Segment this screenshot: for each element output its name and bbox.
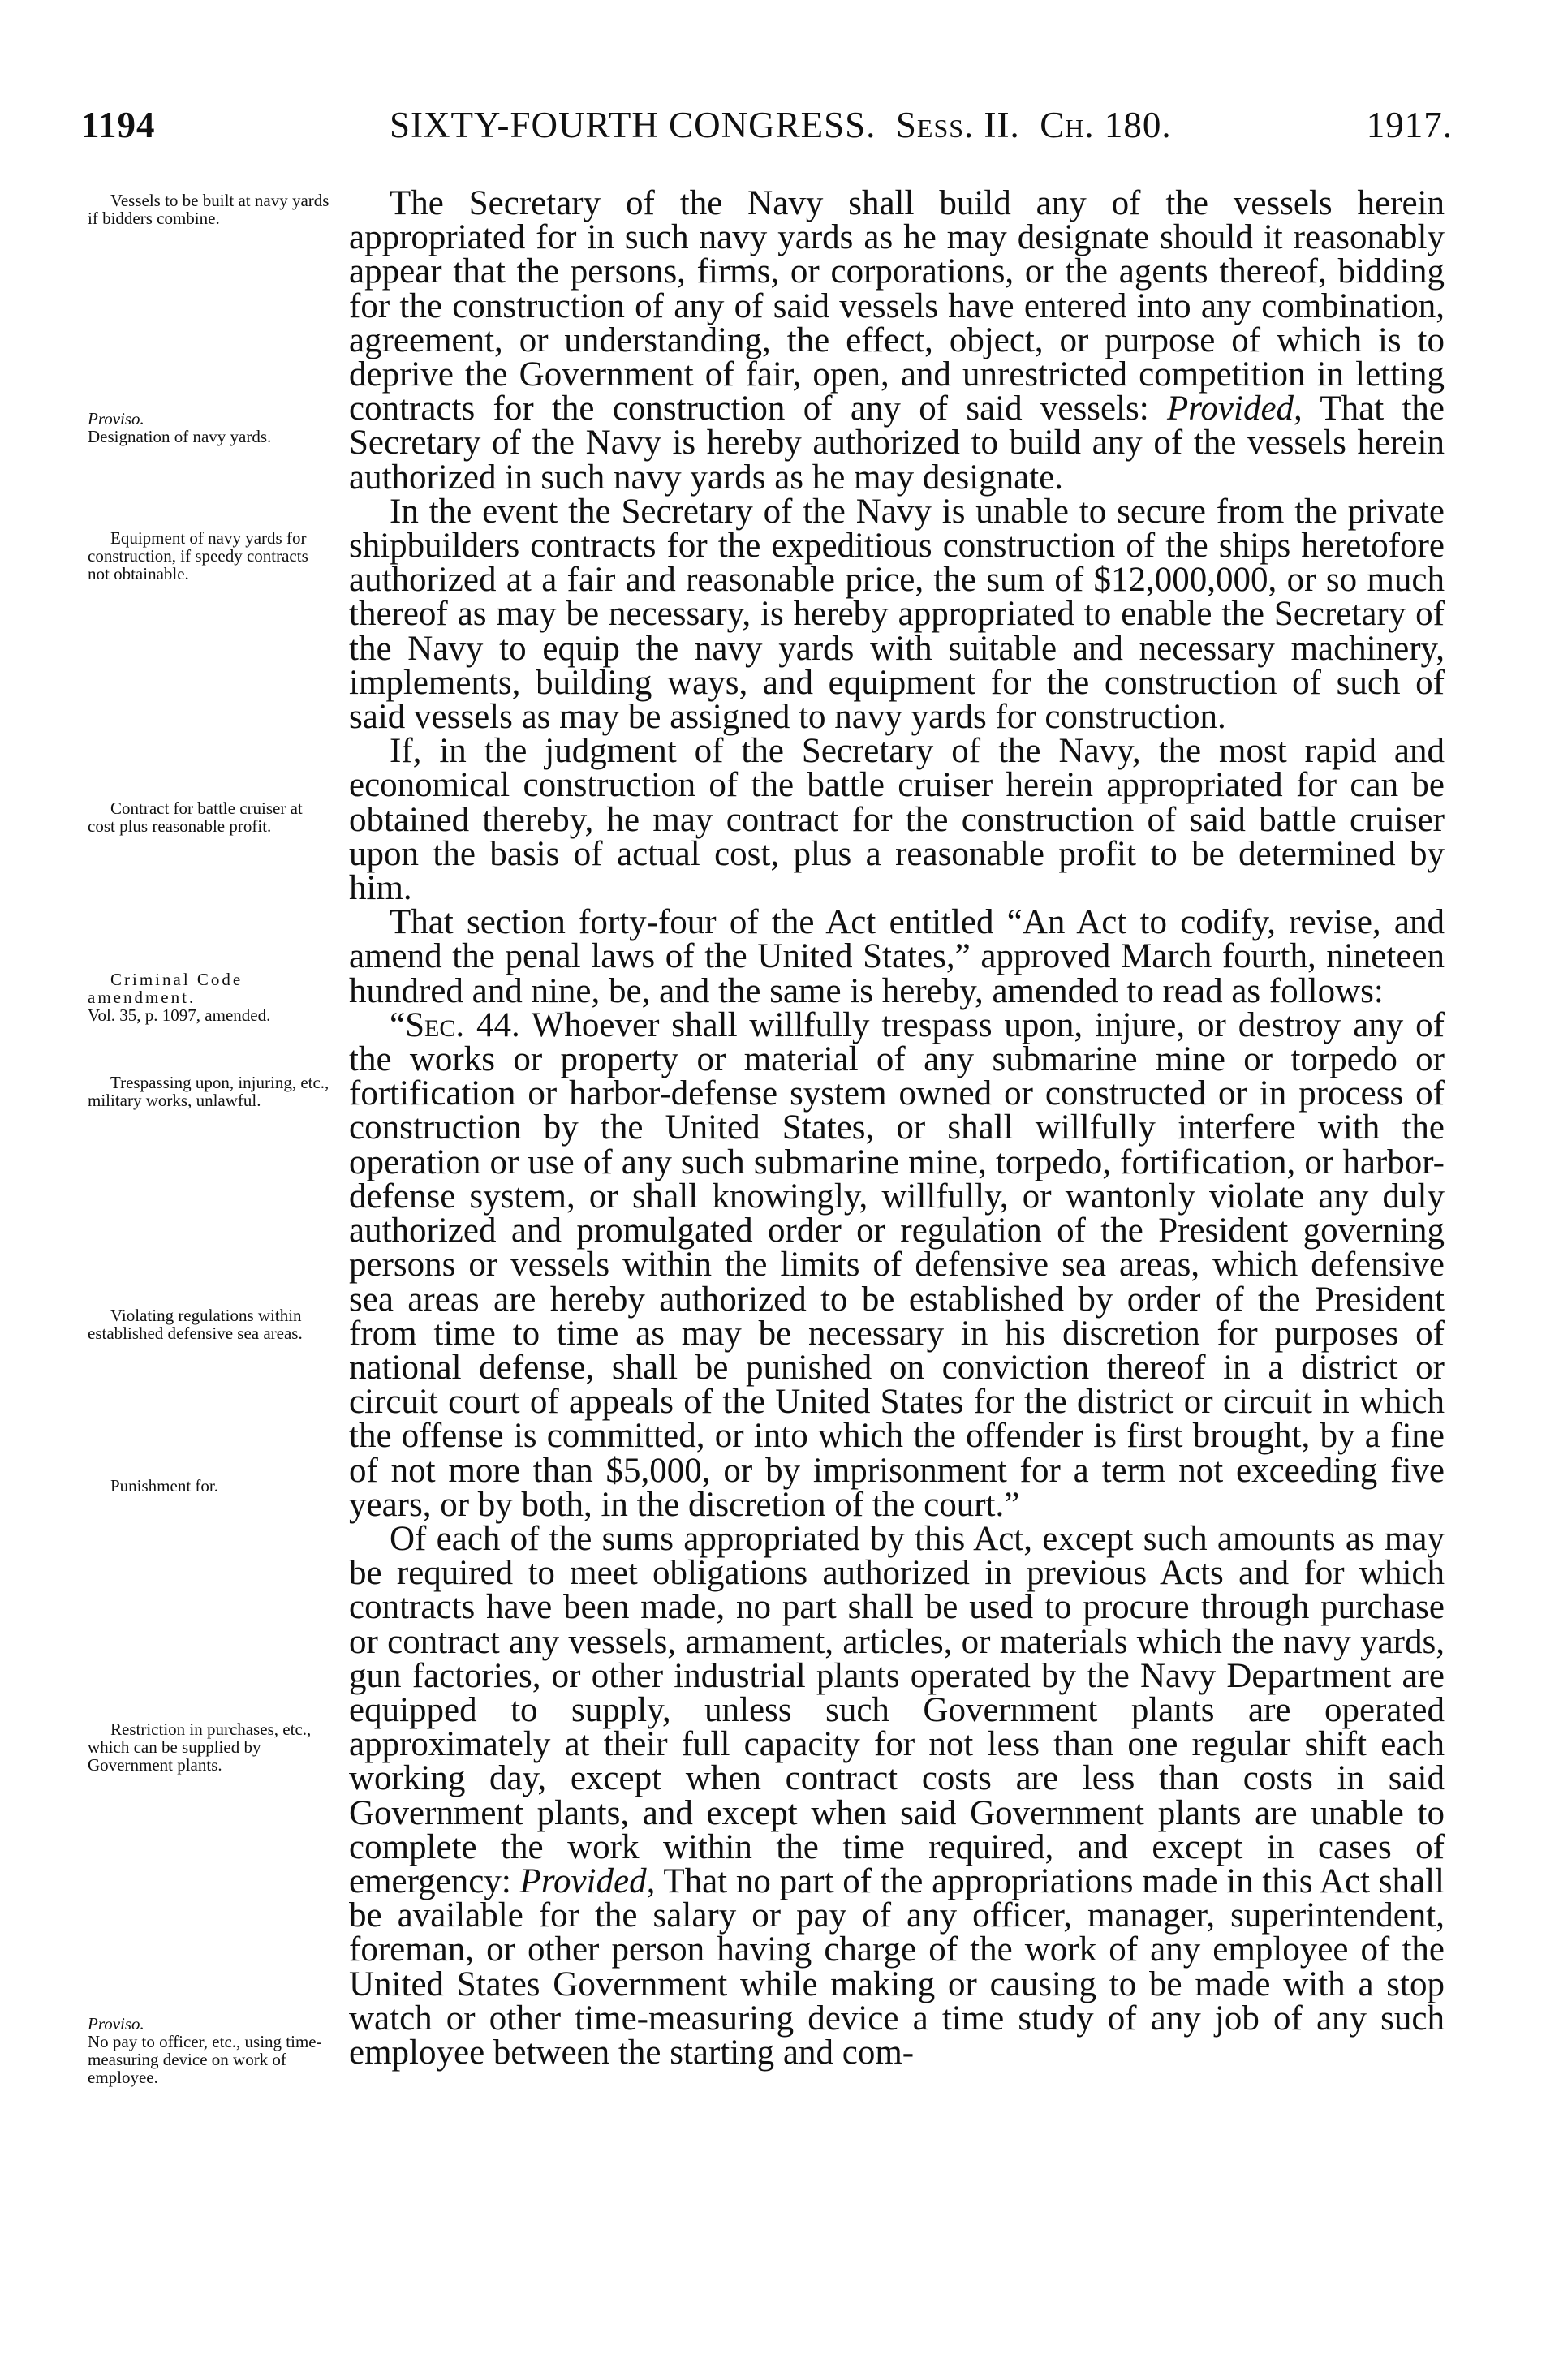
- margin-note-punishment: [88, 1477, 333, 1495]
- margin-note-text: No pay to officer, etc., using time-measuring device on work of employee.: [88, 2032, 322, 2087]
- margin-note-text: Equipment of navy yards for construction, if speedy contracts not obtainable.: [88, 528, 308, 583]
- margin-note-reference: Vol. 35, p. 1097, amended.: [88, 1005, 271, 1025]
- paragraph-text: That no part of the appropriations made in this Act shall be available for the salary or pay of any officer, manager, superintendent, foreman, or other person having charge of the work of any employee of the United States Government while making or causing to be made with a stop watch or other time-measuring device a time study of any job of any such employee between the starting and com-: [349, 1861, 1445, 2072]
- chapter-label: Ch. 180.: [1040, 105, 1172, 145]
- provided-keyword: Provided,: [519, 1861, 656, 1900]
- header-year: 1917.: [1366, 105, 1453, 145]
- opening-quote: “: [390, 1005, 406, 1044]
- margin-note-text: Designation of navy yards.: [88, 427, 272, 446]
- paragraph-text: 44. Whoever shall willfully trespass upon, injure, or destroy any of the works or property or material of any submarine mine or torpedo or fortification or harbor-defense system owned or constructed or in process of construction by the United States, or shall willfully interfere with the operation or use of any such submarine mine, torpedo, fortification, or harbor-defense system, or shall knowingly, willfully, or wantonly violate any duly authorized and promulgated order or regulation of the President governing persons or vessels within the limits of defensive sea areas, which defensive sea areas are hereby authorized to be established by order of the President from time to time as may be necessary in his discretion for purposes of national defense, shall be punished on conviction thereof in a district or circuit court of appeals of the United States for the district or circuit in which the offense is committed, or into which the offender is first brought, by a fine of not more than $5,000, or by imprisonment for a term not exceeding five years, or by both, in the discretion of the court.”: [349, 1005, 1445, 1524]
- running-header: [81, 104, 1453, 153]
- paragraph-battle-cruiser: [349, 734, 1445, 906]
- margin-note-purchase-restriction: [88, 1720, 333, 1774]
- margin-note-equipment-navy-yards: [88, 529, 333, 583]
- paragraph-text: In the event the Secretary of the Navy is unable to secure from the private shipbuilders contracts for the expeditious construction of the ships heretofore authorized at a fair and reasonable price, the sum of $12,000,000, or so much thereof as may be necessary, is hereby appropriated to enable the Secretary of the Navy to equip the navy yards with suitable and necessary machinery, implements, building ways, and equipment for the construction of such of said vessels as may be assigned to navy yards for construction.: [349, 492, 1445, 737]
- margin-note-text: Punishment for.: [110, 1476, 219, 1496]
- margin-note-vessels-navy-yards: [88, 192, 333, 227]
- page-number: 1194: [81, 105, 156, 145]
- paragraph-purchase-restriction: [349, 1519, 1445, 2072]
- margin-note-time-measuring: [88, 2015, 333, 2086]
- session-label: Sess. II.: [895, 105, 1020, 145]
- section-label: Sec.: [405, 1005, 465, 1044]
- margin-note-text: Violating regulations within established defensive sea areas.: [88, 1306, 303, 1343]
- margin-note-trespassing: [88, 1074, 333, 1109]
- paragraph-text: That section forty-four of the Act entitled “An Act to codify, revise, and amend the penal laws of the United States,” approved March fourth, nineteen hundred and nine, be, and the same is hereby, amended to read as follows:: [349, 903, 1445, 1010]
- paragraph-vessels-navy-yards: [349, 184, 1445, 497]
- paragraph-criminal-code-amendment: [349, 903, 1445, 1010]
- margin-note-designation-navy-yards: [88, 410, 333, 445]
- margin-note-text: Restriction in purchases, etc., which can be supplied by Government plants.: [88, 1719, 312, 1775]
- margin-note-text: Vessels to be built at navy yards if bidders combine.: [88, 191, 329, 228]
- margin-note-defensive-sea-areas: [88, 1306, 333, 1342]
- margin-note-criminal-code: [88, 971, 333, 1024]
- provided-keyword: Provided,: [1167, 389, 1303, 428]
- proviso-label: Proviso.: [88, 409, 144, 428]
- margin-note-battle-cruiser-contract: [88, 799, 333, 835]
- paragraph-text: That the Secretary of the Navy is hereby authorized to build any of the vessels herein authorized in such navy yards as he may designate.: [349, 389, 1445, 497]
- paragraph-text: The Secretary of the Navy shall build any of the vessels herein appropriated for in such navy yards as he may designate should it reasonably appear that the persons, firms, or corporations, or the agents thereof, bidding for the construction of any of said vessels have entered into any combination, agreement, or understanding, the effect, object, or purpose of which is to deprive the Government of fair, open, and unrestricted competition in letting contracts for the construction of any of said vessels:: [349, 184, 1445, 428]
- paragraph-equipment-navy-yards: [349, 492, 1445, 737]
- paragraph-section-44: [349, 1005, 1445, 1524]
- margin-note-text: Contract for battle cruiser at cost plus reasonable profit.: [88, 798, 303, 836]
- header-title: [390, 104, 1172, 146]
- statute-body: [349, 184, 1445, 2072]
- congress-title: SIXTY-FOURTH CONGRESS.: [390, 105, 876, 145]
- paragraph-text: Of each of the sums appropriated by this Act, except such amounts as may be required to meet obligations authorized in previous Acts and for which contracts have been made, no part shall be used to procure through purchase or contract any vessels, armament, articles, or materials which the navy yards, gun factories, or other industrial plants operated by the Navy Department are equipped to supply, unless such Government plants are operated approximately at their full capacity for not less than one regular shift each working day, except when contract costs are less than costs in said Government plants, and except when said Government plants are unable to complete the work within the time required, and except in cases of emergency:: [349, 1519, 1445, 1900]
- proviso-label: Proviso.: [88, 2014, 144, 2034]
- paragraph-text: If, in the judgment of the Secretary of the Navy, the most rapid and economical construction of the battle cruiser herein appropriated for can be obtained thereby, he may contract for the construction of said battle cruiser upon the basis of actual cost, plus a reasonable profit to be determined by him.: [349, 732, 1445, 908]
- margin-note-text: Criminal Code amendment.: [88, 970, 243, 1007]
- margin-note-text: Trespassing upon, injuring, etc., military works, unlawful.: [88, 1073, 329, 1110]
